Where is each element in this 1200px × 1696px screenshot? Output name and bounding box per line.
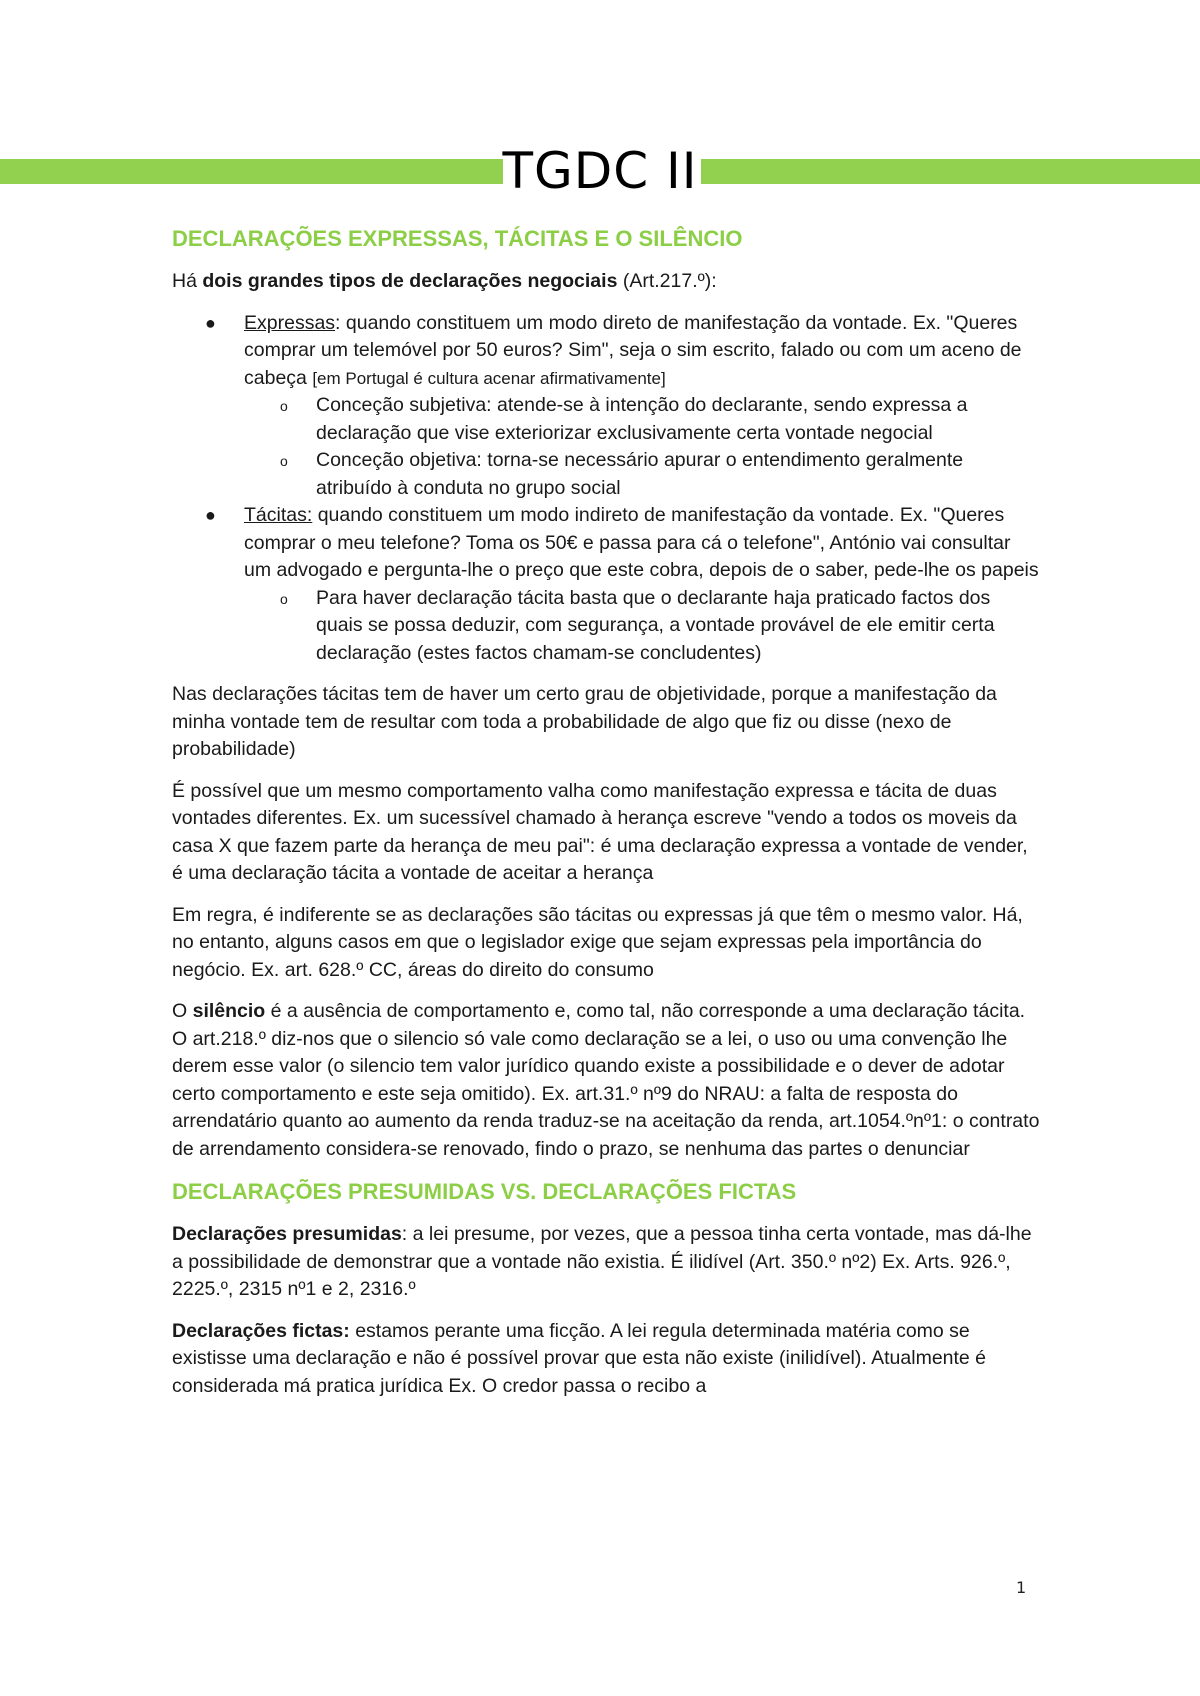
sub-list-item: o Para haver declaração tácita basta que o declarante haja praticado factos dos quais se possa deduzir, com segurança, a vontade provável de ele emitir certa declaração (estes factos chamam-se concludentes) [280, 586, 995, 664]
circle-bullet-icon: o [280, 453, 288, 469]
silence-paragraph: O silêncio é a ausência de comportamento e, como tal, não corresponde a uma declaração tácita. O art.218.º diz-nos que o silencio só vale como declaração se a lei, o uso ou uma convenção lhe derem esse valor (o silencio tem valor jurídico quando existe a possibilidade e o dever de adotar certo comportamento e este seja omitido). Ex. art.31.º nº9 do NRAU: a falta de resposta do arrendatário quanto ao aumento da renda traduz-se na aceitação da renda, art.1054.ºnº1: o contrato de arrendamento considera-se renovado, findo o prazo, se nenhuma das partes o denunciar [172, 1000, 1040, 1160]
list-item: ● Expressas: quando constituem um modo direto de manifestação da vontade. Ex. "Queres comprar um telemóvel por 50 euros? Sim", seja o sim escrito, falado ou com um aceno de cabeça [em Portugal é cultura acenar afirmativamente] o Conceção subjetiva: atende-se à intenção do declarante, sendo expressa a declaração que vise exteriorizar exclusivamente certa vontade negocial o Conceção objetiva: torna-se necessário apurar o entendimento geralmente atribuído à conduta no grupo social [172, 310, 1042, 503]
document-title: TGDC II [502, 142, 698, 200]
paragraph: É possível que um mesmo comportamento valha como manifestação expressa e tácita de duas vontades diferentes. Ex. um sucessível chamado à herança escreve "vendo a todos os moveis da casa X que fazem parte da herança de meu pai": é uma declaração expressa a vontade de vender, é uma declaração tácita a vontade de aceitar a herança [172, 779, 1028, 884]
list-item: ● Tácitas: quando constituem um modo indireto de manifestação da vontade. Ex. "Queres comprar o meu telefone? Toma os 50€ e passa para cá o telefone", António vai consultar um advogado e pergunta-lhe o preço que este cobra, depois de o saber, pede-lhe os papeis o Para haver declaração tácita basta que o declarante haja praticado factos dos quais se possa deduzir, com segurança, a vontade provável de ele emitir certa declaração (estes factos chamam-se concludentes) [172, 502, 1042, 667]
paragraph: Em regra, é indiferente se as declarações são tácitas ou expressas já que têm o mesmo valor. Há, no entanto, alguns casos em que o legislador exige que sejam expressas pela importância do negócio. Ex. art. 628.º CC, áreas do direito do consumo [172, 903, 1023, 981]
intro-paragraph: Há dois grandes tipos de declarações negociais (Art.217.º): [172, 270, 717, 292]
sub-list-item: o Conceção subjetiva: atende-se à intenção do declarante, sendo expressa a declaração que vise exteriorizar exclusivamente certa vontade negocial [280, 394, 968, 444]
section-heading: DECLARAÇÕES EXPRESSAS, TÁCITAS E O SILÊNCIO [172, 226, 743, 251]
sub-list-item: o Conceção objetiva: torna-se necessário apurar o entendimento geralmente atribuído à conduta no grupo social [280, 449, 964, 499]
circle-bullet-icon: o [280, 590, 288, 607]
document-body [172, 224, 1042, 1414]
declaration-types-list [172, 310, 1042, 668]
paragraph: Nas declarações tácitas tem de haver um certo grau de objetividade, porque a manifestação da minha vontade tem de resultar com toda a probabilidade de algo que fiz ou disse (nexo de probabilidade) [172, 683, 997, 760]
page-number: 1 [1016, 1578, 1027, 1597]
bullet-icon: ● [205, 312, 216, 333]
circle-bullet-icon: o [280, 398, 288, 414]
sub-list [244, 392, 1042, 502]
sub-list [244, 585, 1042, 668]
section-heading: DECLARAÇÕES PRESUMIDAS VS. DECLARAÇÕES FICTAS [172, 1179, 797, 1204]
fictional-declarations-paragraph: Declarações fictas: estamos perante uma ficção. A lei regula determinada matéria como se existisse uma declaração e não é possível provar que esta não existe (inilidível). Atualmente é considerada má pratica jurídica Ex. O credor passa o recibo a [172, 1319, 987, 1397]
presumed-declarations-paragraph: Declarações presumidas: a lei presume, por vezes, que a pessoa tinha certa vontade, mas dá-lhe a possibilidade de demonstrar que a vontade não existia. É ilidível (Art. 350.º nº2) Ex. Arts. 926.º, 2225.º, 2315 nº1 e 2, 2316.º [172, 1223, 1032, 1300]
bullet-icon: ● [205, 505, 216, 525]
